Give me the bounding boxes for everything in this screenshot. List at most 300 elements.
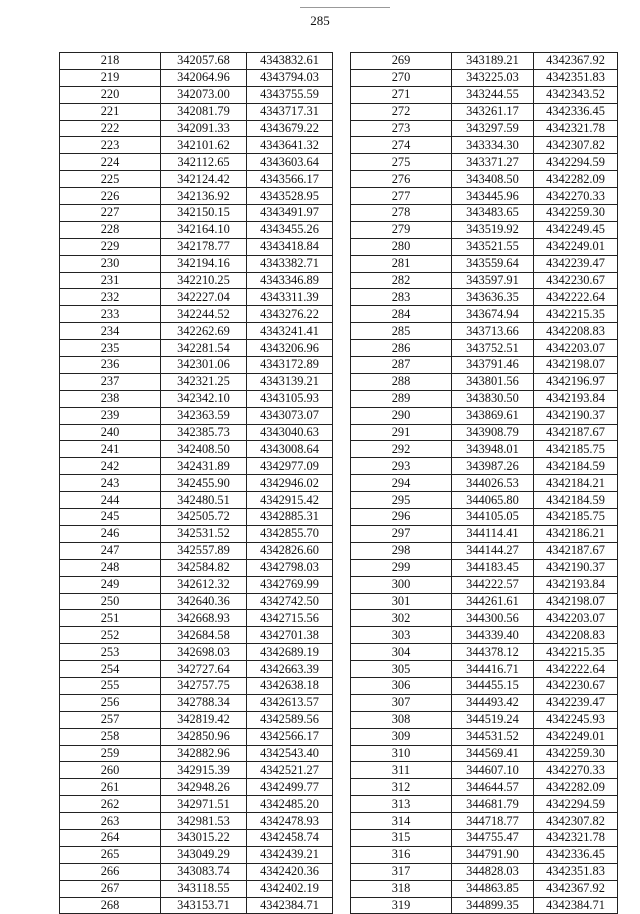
x-coordinate-cell: 344261.61 (452, 593, 534, 610)
point-number-cell: 233 (60, 306, 161, 323)
point-number-cell: 300 (351, 576, 452, 593)
table-row (60, 289, 333, 306)
y-coordinate-cell: 4342402.19 (247, 880, 333, 897)
x-coordinate-cell: 344791.90 (452, 846, 534, 863)
x-coordinate-cell: 343189.21 (452, 53, 534, 70)
point-number-cell: 269 (351, 53, 452, 70)
point-number-cell: 303 (351, 627, 452, 644)
y-coordinate-cell: 4342798.03 (247, 559, 333, 576)
y-coordinate-cell: 4343755.59 (247, 86, 333, 103)
table-row (60, 154, 333, 171)
point-number-cell: 250 (60, 593, 161, 610)
y-coordinate-cell: 4342946.02 (247, 475, 333, 492)
y-coordinate-cell: 4342478.93 (247, 813, 333, 830)
point-number-cell: 265 (60, 846, 161, 863)
x-coordinate-cell: 343244.55 (452, 86, 534, 103)
table-row (351, 897, 618, 914)
y-coordinate-cell: 4342215.35 (534, 644, 618, 661)
table-row (60, 238, 333, 255)
point-number-cell: 308 (351, 711, 452, 728)
table-row (351, 644, 618, 661)
x-coordinate-cell: 342668.93 (161, 610, 247, 627)
point-number-cell: 281 (351, 255, 452, 272)
y-coordinate-cell: 4343073.07 (247, 407, 333, 424)
y-coordinate-cell: 4342351.83 (534, 69, 618, 86)
y-coordinate-cell: 4342270.33 (534, 762, 618, 779)
point-number-cell: 319 (351, 897, 452, 914)
table-row (351, 306, 618, 323)
x-coordinate-cell: 343049.29 (161, 846, 247, 863)
x-coordinate-cell: 344681.79 (452, 796, 534, 813)
x-coordinate-cell: 344339.40 (452, 627, 534, 644)
table-row (351, 120, 618, 137)
table-row (60, 863, 333, 880)
table-row (351, 509, 618, 526)
point-number-cell: 314 (351, 813, 452, 830)
x-coordinate-cell: 344755.47 (452, 829, 534, 846)
x-coordinate-cell: 343636.35 (452, 289, 534, 306)
table-row (60, 813, 333, 830)
x-coordinate-cell: 342698.03 (161, 644, 247, 661)
x-coordinate-cell: 342584.82 (161, 559, 247, 576)
x-coordinate-cell: 344828.03 (452, 863, 534, 880)
y-coordinate-cell: 4342499.77 (247, 779, 333, 796)
x-coordinate-cell: 344105.05 (452, 509, 534, 526)
y-coordinate-cell: 4342420.36 (247, 863, 333, 880)
table-row (351, 357, 618, 374)
x-coordinate-cell: 344222.57 (452, 576, 534, 593)
point-number-cell: 293 (351, 458, 452, 475)
y-coordinate-cell: 4342321.78 (534, 120, 618, 137)
x-coordinate-cell: 343015.22 (161, 829, 247, 846)
y-coordinate-cell: 4342384.71 (534, 897, 618, 914)
table-row (60, 779, 333, 796)
table-row (351, 593, 618, 610)
y-coordinate-cell: 4342977.09 (247, 458, 333, 475)
point-number-cell: 239 (60, 407, 161, 424)
x-coordinate-cell: 343297.59 (452, 120, 534, 137)
x-coordinate-cell: 342684.58 (161, 627, 247, 644)
table-row (60, 69, 333, 86)
point-number-cell: 267 (60, 880, 161, 897)
point-number-cell: 258 (60, 728, 161, 745)
point-number-cell: 273 (351, 120, 452, 137)
y-coordinate-cell: 4342245.93 (534, 711, 618, 728)
point-number-cell: 228 (60, 221, 161, 238)
x-coordinate-cell: 344718.77 (452, 813, 534, 830)
x-coordinate-cell: 342136.92 (161, 188, 247, 205)
point-number-cell: 295 (351, 492, 452, 509)
x-coordinate-cell: 343519.92 (452, 221, 534, 238)
y-coordinate-cell: 4343276.22 (247, 306, 333, 323)
table-row (351, 694, 618, 711)
x-coordinate-cell: 343597.91 (452, 272, 534, 289)
point-number-cell: 248 (60, 559, 161, 576)
y-coordinate-cell: 4342294.59 (534, 154, 618, 171)
x-coordinate-cell: 344114.41 (452, 525, 534, 542)
table-row (351, 53, 618, 70)
table-row (351, 289, 618, 306)
x-coordinate-cell: 342210.25 (161, 272, 247, 289)
point-number-cell: 237 (60, 373, 161, 390)
point-number-cell: 282 (351, 272, 452, 289)
table-row (351, 492, 618, 509)
x-coordinate-cell: 344026.53 (452, 475, 534, 492)
y-coordinate-cell: 4342196.97 (534, 373, 618, 390)
y-coordinate-cell: 4342184.59 (534, 492, 618, 509)
point-number-cell: 220 (60, 86, 161, 103)
y-coordinate-cell: 4343528.95 (247, 188, 333, 205)
x-coordinate-cell: 342915.39 (161, 762, 247, 779)
y-coordinate-cell: 4342239.47 (534, 255, 618, 272)
table-row (351, 728, 618, 745)
x-coordinate-cell: 343830.50 (452, 390, 534, 407)
y-coordinate-cell: 4342915.42 (247, 492, 333, 509)
x-coordinate-cell: 342431.89 (161, 458, 247, 475)
table-row (60, 188, 333, 205)
y-coordinate-cell: 4343717.31 (247, 103, 333, 120)
table-row (60, 323, 333, 340)
point-number-cell: 313 (351, 796, 452, 813)
page-number: 285 (310, 13, 330, 28)
y-coordinate-cell: 4342589.56 (247, 711, 333, 728)
y-coordinate-cell: 4342249.01 (534, 728, 618, 745)
y-coordinate-cell: 4343832.61 (247, 53, 333, 70)
x-coordinate-cell: 342227.04 (161, 289, 247, 306)
coordinates-table-left (59, 52, 333, 914)
x-coordinate-cell: 342301.06 (161, 357, 247, 374)
y-coordinate-cell: 4342193.84 (534, 576, 618, 593)
y-coordinate-cell: 4342198.07 (534, 593, 618, 610)
table-row (60, 137, 333, 154)
x-coordinate-cell: 342057.68 (161, 53, 247, 70)
x-coordinate-cell: 344644.57 (452, 779, 534, 796)
table-row (60, 221, 333, 238)
table-row (60, 475, 333, 492)
x-coordinate-cell: 342194.16 (161, 255, 247, 272)
y-coordinate-cell: 4342663.39 (247, 661, 333, 678)
x-coordinate-cell: 343908.79 (452, 424, 534, 441)
x-coordinate-cell: 342981.53 (161, 813, 247, 830)
x-coordinate-cell: 342455.90 (161, 475, 247, 492)
x-coordinate-cell: 343083.74 (161, 863, 247, 880)
table-row (351, 86, 618, 103)
point-number-cell: 263 (60, 813, 161, 830)
table-row (60, 593, 333, 610)
table-row (60, 762, 333, 779)
y-coordinate-cell: 4342701.38 (247, 627, 333, 644)
x-coordinate-cell: 343371.27 (452, 154, 534, 171)
table-row (60, 711, 333, 728)
point-number-cell: 276 (351, 171, 452, 188)
table-row (351, 340, 618, 357)
point-number-cell: 285 (351, 323, 452, 340)
point-number-cell: 226 (60, 188, 161, 205)
point-number-cell: 219 (60, 69, 161, 86)
point-number-cell: 234 (60, 323, 161, 340)
table-row (60, 340, 333, 357)
point-number-cell: 286 (351, 340, 452, 357)
table-row (60, 677, 333, 694)
y-coordinate-cell: 4342613.57 (247, 694, 333, 711)
point-number-cell: 307 (351, 694, 452, 711)
point-number-cell: 236 (60, 357, 161, 374)
y-coordinate-cell: 4342259.30 (534, 205, 618, 222)
y-coordinate-cell: 4342230.67 (534, 677, 618, 694)
y-coordinate-cell: 4343241.41 (247, 323, 333, 340)
point-number-cell: 260 (60, 762, 161, 779)
table-row (351, 661, 618, 678)
table-row (60, 694, 333, 711)
y-coordinate-cell: 4343139.21 (247, 373, 333, 390)
point-number-cell: 298 (351, 542, 452, 559)
y-coordinate-cell: 4343566.17 (247, 171, 333, 188)
table-row (60, 357, 333, 374)
point-number-cell: 304 (351, 644, 452, 661)
table-row (351, 255, 618, 272)
table-row (351, 238, 618, 255)
table-row (351, 677, 618, 694)
table-row (60, 661, 333, 678)
x-coordinate-cell: 342342.10 (161, 390, 247, 407)
point-number-cell: 253 (60, 644, 161, 661)
y-coordinate-cell: 4343311.39 (247, 289, 333, 306)
table-row (351, 796, 618, 813)
y-coordinate-cell: 4343679.22 (247, 120, 333, 137)
x-coordinate-cell: 344519.24 (452, 711, 534, 728)
x-coordinate-cell: 343408.50 (452, 171, 534, 188)
y-coordinate-cell: 4342215.35 (534, 306, 618, 323)
table-row (351, 441, 618, 458)
point-number-cell: 312 (351, 779, 452, 796)
y-coordinate-cell: 4342855.70 (247, 525, 333, 542)
y-coordinate-cell: 4342321.78 (534, 829, 618, 846)
point-number-cell: 318 (351, 880, 452, 897)
point-number-cell: 255 (60, 677, 161, 694)
point-number-cell: 296 (351, 509, 452, 526)
y-coordinate-cell: 4343105.93 (247, 390, 333, 407)
x-coordinate-cell: 342948.26 (161, 779, 247, 796)
point-number-cell: 225 (60, 171, 161, 188)
table-row (60, 559, 333, 576)
table-row (60, 205, 333, 222)
point-number-cell: 299 (351, 559, 452, 576)
point-number-cell: 249 (60, 576, 161, 593)
point-number-cell: 266 (60, 863, 161, 880)
x-coordinate-cell: 342757.75 (161, 677, 247, 694)
table-row (60, 846, 333, 863)
y-coordinate-cell: 4342203.07 (534, 610, 618, 627)
table-row (351, 711, 618, 728)
point-number-cell: 240 (60, 424, 161, 441)
point-number-cell: 305 (351, 661, 452, 678)
x-coordinate-cell: 344144.27 (452, 542, 534, 559)
x-coordinate-cell: 342882.96 (161, 745, 247, 762)
point-number-cell: 297 (351, 525, 452, 542)
y-coordinate-cell: 4342885.31 (247, 509, 333, 526)
y-coordinate-cell: 4342222.64 (534, 289, 618, 306)
x-coordinate-cell: 342073.00 (161, 86, 247, 103)
table-row (351, 745, 618, 762)
x-coordinate-cell: 343118.55 (161, 880, 247, 897)
x-coordinate-cell: 344416.71 (452, 661, 534, 678)
table-row (351, 542, 618, 559)
table-row (351, 137, 618, 154)
table-row (351, 576, 618, 593)
y-coordinate-cell: 4342521.27 (247, 762, 333, 779)
point-number-cell: 268 (60, 897, 161, 914)
point-number-cell: 227 (60, 205, 161, 222)
y-coordinate-cell: 4342186.21 (534, 525, 618, 542)
x-coordinate-cell: 343483.65 (452, 205, 534, 222)
table-row (60, 745, 333, 762)
point-number-cell: 224 (60, 154, 161, 171)
table-row (60, 542, 333, 559)
x-coordinate-cell: 342971.51 (161, 796, 247, 813)
point-number-cell: 289 (351, 390, 452, 407)
point-number-cell: 232 (60, 289, 161, 306)
y-coordinate-cell: 4343603.64 (247, 154, 333, 171)
point-number-cell: 230 (60, 255, 161, 272)
table-row (60, 627, 333, 644)
x-coordinate-cell: 343801.56 (452, 373, 534, 390)
point-number-cell: 222 (60, 120, 161, 137)
header-rule (300, 7, 390, 8)
x-coordinate-cell: 343869.61 (452, 407, 534, 424)
x-coordinate-cell: 342612.32 (161, 576, 247, 593)
x-coordinate-cell: 342164.10 (161, 221, 247, 238)
table-row (60, 306, 333, 323)
y-coordinate-cell: 4342187.67 (534, 542, 618, 559)
y-coordinate-cell: 4342566.17 (247, 728, 333, 745)
point-number-cell: 231 (60, 272, 161, 289)
x-coordinate-cell: 342850.96 (161, 728, 247, 745)
point-number-cell: 306 (351, 677, 452, 694)
x-coordinate-cell: 342244.52 (161, 306, 247, 323)
table-row (60, 829, 333, 846)
table-row (60, 458, 333, 475)
y-coordinate-cell: 4342307.82 (534, 813, 618, 830)
table-row (60, 576, 333, 593)
point-number-cell: 270 (351, 69, 452, 86)
y-coordinate-cell: 4343794.03 (247, 69, 333, 86)
y-coordinate-cell: 4342259.30 (534, 745, 618, 762)
point-number-cell: 242 (60, 458, 161, 475)
point-number-cell: 275 (351, 154, 452, 171)
table-row (60, 441, 333, 458)
x-coordinate-cell: 344378.12 (452, 644, 534, 661)
y-coordinate-cell: 4342270.33 (534, 188, 618, 205)
x-coordinate-cell: 342819.42 (161, 711, 247, 728)
table-row (351, 627, 618, 644)
table-row (60, 272, 333, 289)
x-coordinate-cell: 343559.64 (452, 255, 534, 272)
y-coordinate-cell: 4342230.67 (534, 272, 618, 289)
point-number-cell: 252 (60, 627, 161, 644)
table-row (351, 272, 618, 289)
table-row (60, 255, 333, 272)
x-coordinate-cell: 344493.42 (452, 694, 534, 711)
y-coordinate-cell: 4342208.83 (534, 627, 618, 644)
x-coordinate-cell: 344065.80 (452, 492, 534, 509)
x-coordinate-cell: 342178.77 (161, 238, 247, 255)
x-coordinate-cell: 342385.73 (161, 424, 247, 441)
y-coordinate-cell: 4342249.45 (534, 221, 618, 238)
x-coordinate-cell: 342321.25 (161, 373, 247, 390)
table-row (60, 171, 333, 188)
point-number-cell: 218 (60, 53, 161, 70)
table-row (351, 154, 618, 171)
point-number-cell: 259 (60, 745, 161, 762)
x-coordinate-cell: 342112.65 (161, 154, 247, 171)
y-coordinate-cell: 4342282.09 (534, 779, 618, 796)
y-coordinate-cell: 4342208.83 (534, 323, 618, 340)
point-number-cell: 301 (351, 593, 452, 610)
table-row (60, 424, 333, 441)
table-row (60, 610, 333, 627)
point-number-cell: 271 (351, 86, 452, 103)
point-number-cell: 272 (351, 103, 452, 120)
point-number-cell: 247 (60, 542, 161, 559)
table-row (60, 728, 333, 745)
y-coordinate-cell: 4342336.45 (534, 846, 618, 863)
x-coordinate-cell: 342081.79 (161, 103, 247, 120)
table-row (351, 221, 618, 238)
point-number-cell: 235 (60, 340, 161, 357)
point-number-cell: 246 (60, 525, 161, 542)
x-coordinate-cell: 344455.15 (452, 677, 534, 694)
y-coordinate-cell: 4342190.37 (534, 407, 618, 424)
point-number-cell: 251 (60, 610, 161, 627)
y-coordinate-cell: 4342294.59 (534, 796, 618, 813)
x-coordinate-cell: 343987.26 (452, 458, 534, 475)
x-coordinate-cell: 342505.72 (161, 509, 247, 526)
point-number-cell: 254 (60, 661, 161, 678)
x-coordinate-cell: 343445.96 (452, 188, 534, 205)
table-row (60, 407, 333, 424)
point-number-cell: 310 (351, 745, 452, 762)
x-coordinate-cell: 344899.35 (452, 897, 534, 914)
table-row (351, 863, 618, 880)
point-number-cell: 221 (60, 103, 161, 120)
x-coordinate-cell: 342363.59 (161, 407, 247, 424)
y-coordinate-cell: 4343206.96 (247, 340, 333, 357)
x-coordinate-cell: 342101.62 (161, 137, 247, 154)
x-coordinate-cell: 344863.85 (452, 880, 534, 897)
x-coordinate-cell: 342557.89 (161, 542, 247, 559)
table-row (351, 525, 618, 542)
y-coordinate-cell: 4342769.99 (247, 576, 333, 593)
y-coordinate-cell: 4342638.18 (247, 677, 333, 694)
table-row (351, 323, 618, 340)
table-row (351, 846, 618, 863)
x-coordinate-cell: 343752.51 (452, 340, 534, 357)
table-row (60, 897, 333, 914)
point-number-cell: 243 (60, 475, 161, 492)
point-number-cell: 283 (351, 289, 452, 306)
y-coordinate-cell: 4342367.92 (534, 880, 618, 897)
point-number-cell: 278 (351, 205, 452, 222)
x-coordinate-cell: 343225.03 (452, 69, 534, 86)
x-coordinate-cell: 343153.71 (161, 897, 247, 914)
point-number-cell: 288 (351, 373, 452, 390)
x-coordinate-cell: 344531.52 (452, 728, 534, 745)
x-coordinate-cell: 342064.96 (161, 69, 247, 86)
table-row (60, 525, 333, 542)
table-row (351, 475, 618, 492)
x-coordinate-cell: 344300.56 (452, 610, 534, 627)
y-coordinate-cell: 4342742.50 (247, 593, 333, 610)
